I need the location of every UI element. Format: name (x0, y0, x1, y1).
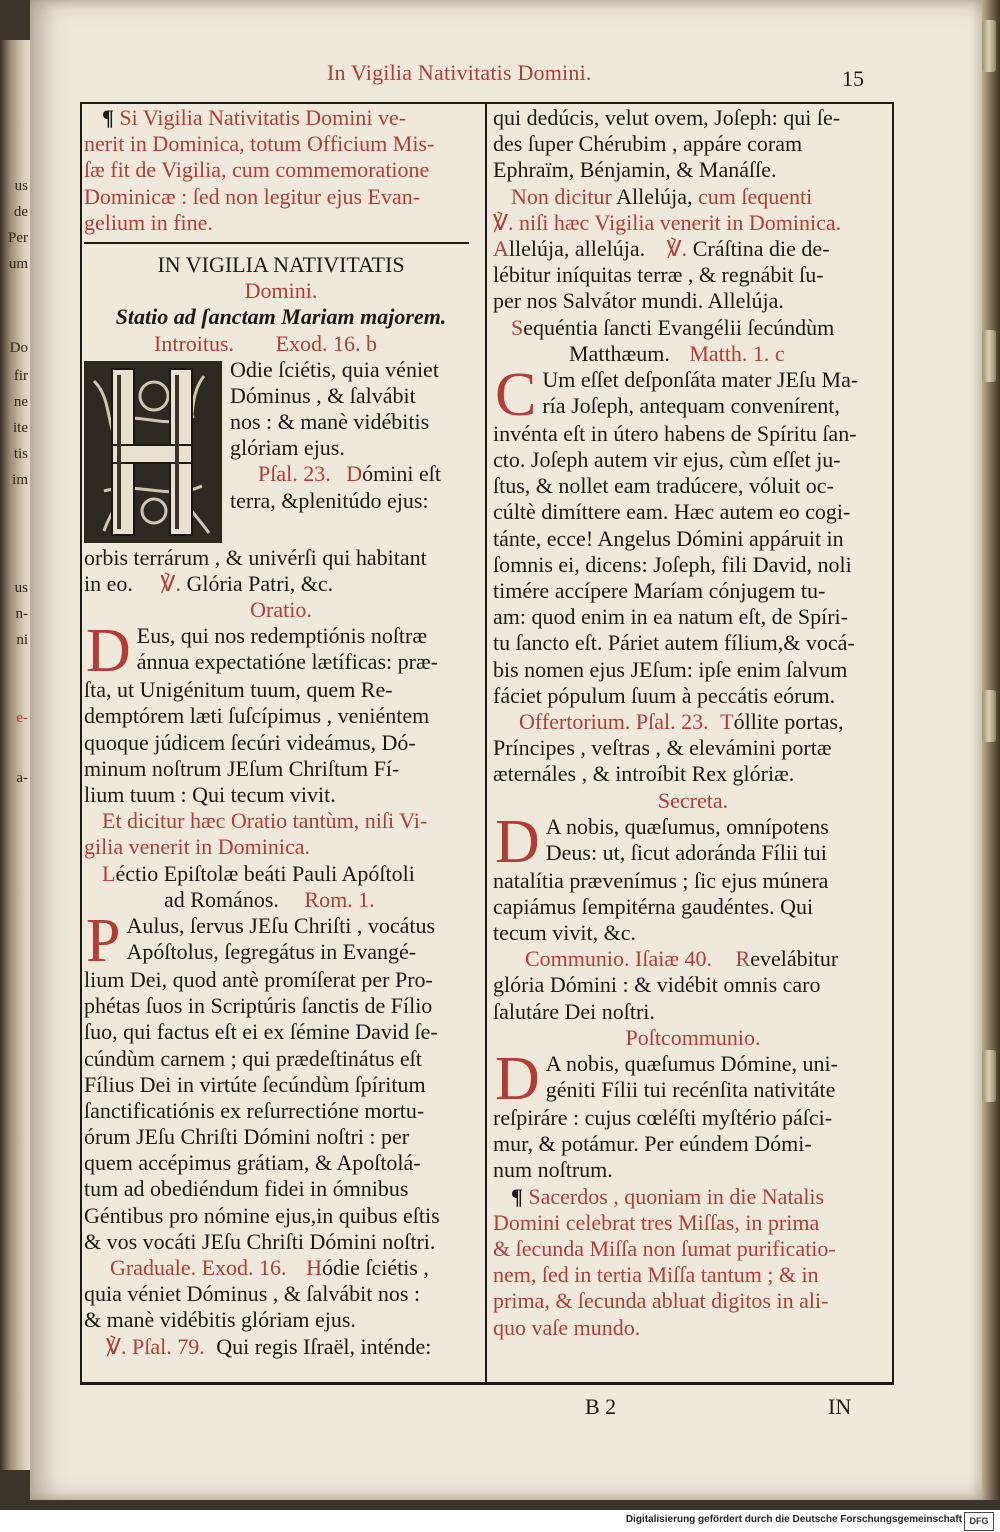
secreta-line: capiámus ſempitérna gaudéntes. Qui (493, 893, 814, 919)
edge-fragment: us (14, 178, 28, 194)
psalm79-line (84, 1334, 478, 1360)
introitus-line: Odie ſciétis, quia véniet (230, 356, 439, 382)
sequentia-text: Matthæum. (569, 340, 670, 366)
psalm-continuation: orbis terrárum , & univérſi qui habitant (84, 544, 427, 570)
epistle-line: tum ad obediéndum fidei in ómnibus (84, 1176, 409, 1202)
left-column (84, 105, 478, 1360)
edge-fragment: fir (13, 368, 28, 384)
rubric-line (84, 105, 478, 131)
epistle-initial: P (86, 912, 121, 967)
epistle-line: ſanctificatiónis ex reſurrectióne mortu- (84, 1097, 425, 1123)
gospel-initial: C (495, 366, 537, 421)
communio-initial: R (735, 946, 751, 972)
alleluia-text: llelúja, allelúja. (508, 235, 646, 261)
rubric-line (493, 1184, 893, 1210)
rubric-line: quo vaſe mundo. (493, 1314, 641, 1340)
rubric-line: nerit in Dominica, totum Officium Mis- (84, 131, 435, 157)
pilcrow-icon: ¶ (102, 105, 114, 130)
rubric-text: Allelúja, (616, 183, 693, 209)
gospel-line: fáciet pópulum ſuum à peccátis eórum. (493, 682, 836, 708)
gospel-line: am: quod enim in ea natum eſt, de Spíri- (493, 604, 848, 630)
pilcrow-icon: ¶ (511, 1183, 523, 1209)
psalm79-label: ℣. Pſal. 79. (106, 1333, 205, 1359)
rubric-text: Si Vigilia Nativitatis Domini ve- (119, 105, 407, 130)
oratio-line: demptórem læti ſuſcípimus , veniéntem (84, 703, 430, 729)
edge-fragment: im (12, 472, 28, 488)
funding-note: Digitalisierung gefördert durch die Deutsche Forschungsgemeinschaft (625, 1514, 962, 1525)
introitus-line: nos : & manè vidébitis (230, 409, 430, 435)
edge-fragment: ne (13, 394, 28, 410)
sequentia-reference: Matth. 1. c (689, 340, 785, 366)
left-page-edge (0, 40, 30, 1470)
sequentia-heading (493, 315, 893, 341)
gospel-line: bis nomen ejus JEſum: ipſe enim ſalvum (493, 656, 848, 682)
edge-fragment: us (14, 580, 28, 596)
offertorium-line: æternáles , & introíbit Rex glóriæ. (493, 761, 795, 787)
oratio-initial: D (86, 623, 131, 678)
edge-fragment: Do (9, 340, 28, 356)
communio-line: ſalutáre Dei noſtri. (493, 998, 655, 1024)
epistle-line: quem accépimus grátiam, & Apoſtolá- (84, 1150, 421, 1176)
section-subtitle: Domini. (244, 278, 318, 304)
edge-fragment: Per (8, 230, 28, 246)
rubric-line: Domini celebrat tres Miſſas, in prima (493, 1209, 820, 1235)
graduale-line: & manè vidébitis glóriam ejus. (84, 1307, 356, 1333)
secreta-initial: D (495, 813, 540, 868)
offertorium-line (493, 709, 893, 735)
psalm79-text: Qui regis Iſraël, inténde: (216, 1333, 432, 1359)
gospel-line: cúltè dimíttere eam. Hæc autem eo cogi- (493, 499, 851, 525)
communio-line (493, 946, 893, 972)
epistle-line: órum JEſu Chriſti Dómini noſtri : per (84, 1124, 410, 1150)
lectio-heading (84, 887, 478, 913)
postcommunio-line: num noſtrum. (493, 1157, 613, 1183)
bottom-rule (80, 1382, 894, 1384)
rubric-line: & ſecunda Miſſa non ſumat purificatio- (493, 1235, 836, 1261)
introitus-block (84, 357, 478, 545)
postcommunio-initial: D (495, 1051, 540, 1105)
lectio-heading (84, 861, 478, 887)
introitus-heading (84, 331, 478, 357)
psalm-continuation: qui dedúcis, velut ovem, Joſeph: qui ſe- (493, 105, 841, 130)
secreta-heading: Secreta. (657, 787, 729, 813)
epistle-line: Fílius Dei in virtúte ſecúndùm ſpíritum (84, 1071, 426, 1097)
introitus-reference: Exod. 16. b (275, 330, 378, 356)
offertorium-text: óllite portas, (733, 708, 844, 734)
rubric-line: gilia venerit in Dominica. (84, 834, 311, 860)
right-column (493, 105, 893, 1341)
alleluia-text: Cráſtina die de- (692, 235, 830, 261)
illuminated-initial-h (84, 361, 222, 543)
oratio-line: Eus, qui nos redemptiónis noſtræ (136, 623, 428, 649)
statio-line: Statio ad ſanctam Mariam majorem. (115, 304, 447, 330)
sequentia-initial: S (511, 314, 524, 340)
edge-fragment: ni (16, 632, 28, 648)
graduale-text: ódie ſciétis , (321, 1255, 429, 1280)
edge-fragment: um (8, 256, 28, 272)
oratio-line: quoque júdicem ſecúri videámus, Dó- (84, 729, 416, 755)
section-title: IN VIGILIA NATIVITATIS (157, 251, 405, 277)
secreta-line: A nobis, quæſumus, omnípotens (545, 813, 829, 839)
rubric-line: nem, ſed in tertia Miſſa tantum ; & in (493, 1262, 819, 1288)
psalm-label: Pſal. 23. (258, 461, 331, 487)
lectio-initial: L (102, 860, 116, 886)
psalm-text: in eo. (84, 570, 133, 596)
dfg-logo: DFG (964, 1512, 994, 1531)
epistle-line: phétas ſuos in Scriptúris ſanctis de Fílio (84, 993, 433, 1019)
gospel-line: tánte, ecce! Angelus Dómini appáruit in (493, 525, 844, 551)
secreta-line: natalítia prævenímus ; ſic ejus múnera (493, 867, 829, 893)
running-title: In Vigilia Nativitatis Domini. (327, 60, 592, 85)
edge-fragment: de (13, 204, 28, 220)
psalm-line (230, 461, 478, 487)
postcommunio-heading: Poſtcommunio. (625, 1024, 761, 1050)
gospel-line: Um eſſet deſponſáta mater JEſu Ma- (542, 366, 859, 392)
communio-line: glória Dómini : & vidébit omnis caro (493, 972, 821, 998)
rubric-text: Non dicitur (511, 183, 612, 209)
epistle-line: Aulus, ſervus JEſu Chriſti , vocátus (126, 912, 436, 938)
edge-fragment: e- (16, 710, 28, 726)
epistle-line: Géntibus pro nómine ejus,in quibus eſtis (84, 1202, 440, 1228)
psalm-continuation (84, 571, 478, 597)
right-page-edge (980, 0, 1000, 1500)
alleluia-line: per nos Salvátor mundi. Allelúja. (493, 288, 784, 314)
oratio-line: lium tuum : Qui tecum vivit. (84, 782, 336, 807)
sequentia-heading (493, 341, 893, 367)
rubric-line: Dominicæ : ſed non legitur ejus Evan- (84, 183, 421, 209)
graduale-line: quia véniet Dóminus , & ſalvábit nos : (84, 1281, 421, 1307)
offertorium-initial: T (720, 708, 734, 734)
catchword: IN (828, 1394, 852, 1419)
introitus-label: Introitus. (154, 330, 235, 356)
gospel-line: ría Joſeph, antequam convenírent, (542, 393, 840, 419)
versicle-icon: ℣. (666, 235, 688, 261)
postcommunio-line: reſpiráre : cujus cœléſti myſtério páſci- (493, 1105, 833, 1130)
bookmark-ribbon (982, 690, 996, 742)
secreta-line: tecum vivit, &c. (493, 920, 636, 946)
epistle-line: ſuo, qui factus eſt ei ex ſémine David ſe- (84, 1019, 438, 1045)
postcommunio-line: A nobis, quæſumus Dómine, uni- (545, 1051, 838, 1076)
secreta-line: Deus: ut, ſicut adoránda Fílii tui (545, 839, 827, 865)
edge-fragment: ite (13, 420, 28, 436)
postcommunio-line: mur, & potámur. Per eúndem Dómi- (493, 1131, 812, 1157)
postcommunio-line: géniti Fílii tui recénſita nativitáte (545, 1077, 836, 1103)
rubric-line: prima, & ſecunda abluat digitos in ali- (493, 1288, 829, 1314)
psalm-continuation: des ſuper Chérubim , appáre coram (493, 131, 803, 157)
signature-mark: B 2 (585, 1394, 617, 1419)
sequentia-text: equéntia ſancti Evangélii ſecúndùm (523, 314, 835, 340)
bookmark-ribbon (982, 330, 996, 382)
gospel-line: invénta eſt in útero habens de Spíritu ſan- (493, 420, 857, 446)
introitus-line: Dóminus , & ſalvábit (230, 382, 416, 408)
psalm-line: terra, &plenitúdo ejus: (230, 487, 429, 513)
epistle-line: lium Dei, quod antè promíſerat per Pro- (84, 966, 433, 992)
alleluia-line: lébitur iníquitas terræ , & regnábit ſu- (493, 262, 824, 288)
introitus-line: glóriam ejus. (230, 435, 345, 461)
communio-label: Communio. Iſaiæ 40. (525, 946, 712, 972)
gospel-line: timére accípere Maríam cónjugem tu- (493, 578, 826, 603)
oratio-block (84, 623, 478, 677)
column-divider (485, 102, 487, 1385)
oratio-line: ſta, ut Unigénitum tuum, quem Re- (84, 677, 393, 703)
rubric-line: gelium in fine. (84, 209, 213, 235)
edge-fragment: a- (16, 770, 28, 786)
graduale-label: Graduale. Exod. 16. (110, 1255, 287, 1280)
lectio-text: éctio Epiſtolæ beáti Pauli Apóſtoli (115, 860, 415, 886)
versicle-icon: ℣. (160, 570, 181, 596)
psalm-continuation: Ephraïm, Bénjamin, & Manáſſe. (493, 157, 777, 183)
epistle-line: & vos vocáti JEſu Chriſti Dómini noſtri. (84, 1228, 436, 1254)
gospel-line: ſomnis ei, dicens: Joſeph, fili David, noli (493, 551, 852, 577)
edge-fragment: n- (15, 606, 28, 622)
rubric-text: cum ſequenti (698, 183, 813, 209)
lectio-text: ad Romános. (164, 886, 279, 912)
psalm-text: ómini eſt (362, 461, 441, 487)
oratio-line: minum noſtrum JEſum Chriſtum Fí- (84, 755, 400, 781)
rubric-line (493, 184, 893, 210)
rubric-line: Et dicitur hæc Oratio tantùm, niſi Vi- (102, 808, 428, 834)
rubric-line: ℣. niſi hæc Vigilia venerit in Dominica. (493, 209, 842, 235)
alleluia-line (493, 236, 893, 262)
epistle-line: cúndùm carnem ; qui prædeſtinátus eſt (84, 1045, 422, 1071)
oratio-heading: Oratio. (250, 597, 312, 623)
section-rule (84, 242, 469, 244)
page-number: 15 (842, 66, 864, 91)
psalm-initial: D (346, 461, 363, 487)
oratio-line: ánnua expectatióne lætíficas: præ- (136, 649, 438, 675)
rubric-text: Sacerdos , quoniam in die Natalis (528, 1183, 825, 1209)
secreta-block (493, 814, 893, 868)
lectio-reference: Rom. 1. (304, 886, 375, 912)
edge-fragment: tis (13, 446, 28, 462)
bookmark-ribbon (982, 20, 996, 72)
gospel-block (493, 367, 893, 421)
rubric-line: ſæ fit de Vigilia, cum commemoratione (84, 157, 430, 183)
bookmark-ribbon (982, 1050, 996, 1102)
epistle-block (84, 913, 478, 967)
communio-text: evelábitur (750, 946, 839, 972)
gospel-line: ſtus, & nollet eam tradúcere, vóluit oc- (493, 473, 834, 499)
offertorium-label: Offertorium. Pſal. 23. (519, 708, 709, 734)
alleluia-initial: A (493, 235, 509, 261)
gospel-line: tu ſancto eſt. Páriet autem fílium,& vocá- (493, 630, 855, 656)
gloria-text: Glória Patri, &c. (186, 570, 334, 596)
epistle-line: Apóſtolus, ſegregátus in Evangé- (126, 939, 417, 965)
offertorium-line: Príncipes , veſtras , & elevámini portæ (493, 735, 832, 761)
postcommunio-block (493, 1051, 893, 1105)
graduale-line (84, 1255, 478, 1281)
graduale-initial: H (306, 1255, 322, 1280)
gospel-line: cto. Joſeph autem vir ejus, cùm eſſet ju- (493, 447, 841, 473)
